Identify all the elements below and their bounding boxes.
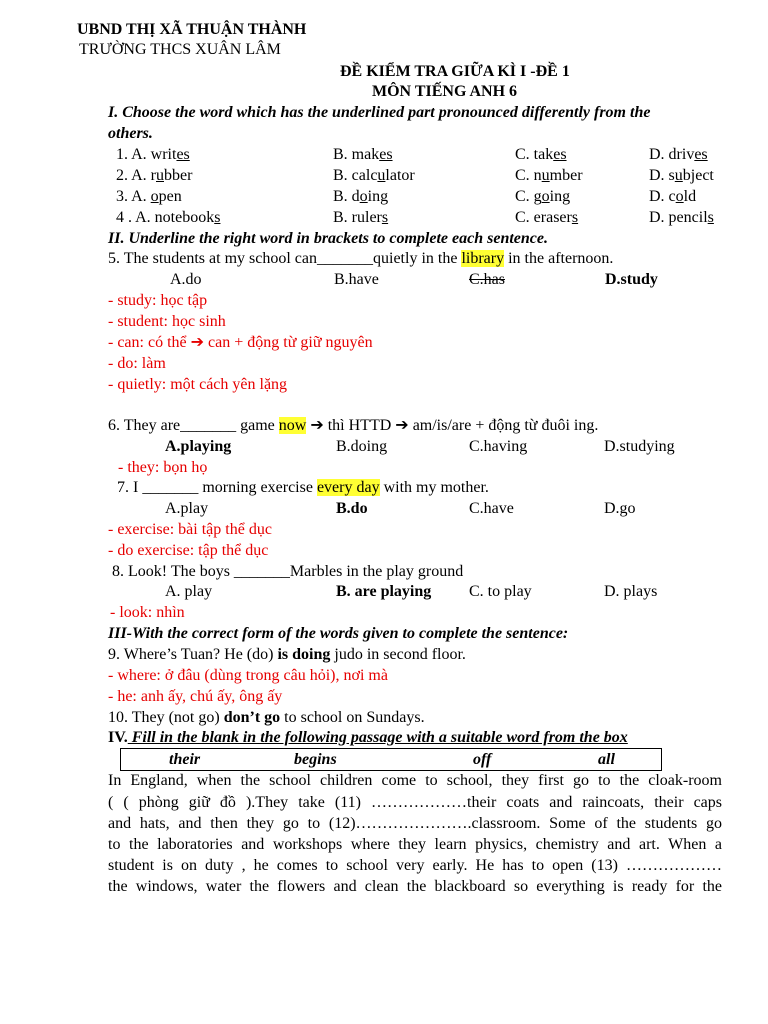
note-look: - look: nhìn [110,604,185,621]
q2-option-c: C. number [515,167,583,184]
note-he: - he: anh ấy, chú ấy, ông ấy [108,688,283,705]
passage-line: ( ( phòng giữ đồ ).They take (11) ………………their coats and raincoats, their caps [108,794,722,811]
subject-title: MÔN TIẾNG ANH 6 [372,83,518,100]
word-box [120,748,662,771]
q1-option-a: 1. A. writes [116,146,190,163]
q3-option-c: C. going [515,188,571,205]
q10-question: 10. They (not go) don’t go to school on Sundays. [108,709,425,726]
note-study: - study: học tập [108,292,208,309]
q6-option-b: B.doing [336,438,388,455]
q8-option-b-answer: B. are playing [336,583,432,600]
highlight-now: now [278,417,307,434]
q4-option-b: B. rulers [333,209,389,226]
q4-option-a: 4 . A. notebooks [116,209,221,226]
q3-option-a: 3. A. open [116,188,182,205]
passage-line: to the laboratories and workshops where they learn physics, chemistry and art. When a [108,836,722,853]
q1-option-b: B. makes [333,146,393,163]
q6-option-c: C.having [469,438,528,455]
school-authority: UBND THỊ XÃ THUẬN THÀNH [77,21,307,38]
passage-line: the windows, water the flowers and clean the blackboard so everything is ready for the [108,878,722,895]
note-they: - they: bọn họ [118,459,208,476]
section-1-heading: I. Choose the word which has the underlined part pronounced differently from the [108,104,651,121]
q5-option-c: C.has [469,271,505,288]
word-box-off: off [473,751,492,768]
q10-answer: don’t go [223,709,281,726]
q6-question: 6. They are_______ game now ➔ thì HTTD ➔ am/is/are + động từ đuôi ing. [108,417,599,434]
q5-option-d-answer: D.study [605,271,658,288]
q5-option-b: B.have [334,271,379,288]
note-can: - can: có thể ➔ can + động từ giữ nguyên [108,334,373,351]
q4-option-d: D. pencils [649,209,714,226]
highlight-every-day: every day [316,479,380,496]
word-box-all: all [598,751,615,768]
q9-question: 9. Where’s Tuan? He (do) is doing judo in second floor. [108,646,466,663]
q5-option-a: A.do [170,271,202,288]
q8-option-c: C. to play [469,583,532,600]
section-1-heading-cont: others. [108,125,153,142]
q7-option-b-answer: B.do [336,500,368,517]
word-box-begins: begins [294,751,337,768]
q9-answer: is doing [277,646,331,663]
note-do-exercise: - do exercise: tập thể dục [108,542,269,559]
exam-title: ĐỀ KIỂM TRA GIỮA KÌ I -ĐỀ 1 [340,63,570,80]
note-do: - do: làm [108,355,166,372]
q7-option-a: A.play [165,500,209,517]
section-3-heading: III-With the correct form of the words given to complete the sentence: [108,625,569,642]
section-4-heading: IV. Fill in the blank in the following passage with a suitable word from the box [108,729,628,746]
passage-line: In England, when the school children come to school, they first go to the cloak-room [108,772,722,789]
q6-option-d: D.studying [604,438,675,455]
q8-option-a: A. play [165,583,213,600]
q7-question: 7. I _______ morning exercise every day with my mother. [117,479,489,496]
q4-option-c: C. erasers [515,209,579,226]
q1-option-c: C. takes [515,146,567,163]
q2-option-d: D. subject [649,167,714,184]
q6-option-a-answer: A.playing [165,438,232,455]
q2-option-b: B. calculator [333,167,415,184]
q2-option-a: 2. A. rubber [116,167,193,184]
q8-question: 8. Look! The boys _______Marbles in the play ground [112,563,464,580]
passage-line: and hats, and then they go to (12)………………….classroom. Some of the students go [108,815,722,832]
section-2-heading: II. Underline the right word in brackets to complete each sentence. [108,230,548,247]
school-name: TRƯỜNG THCS XUÂN LÂM [79,41,281,58]
q8-option-d: D. plays [604,583,658,600]
highlight-library: library [461,250,505,267]
q3-option-b: B. doing [333,188,389,205]
q1-option-d: D. drives [649,146,708,163]
word-box-their: their [169,751,201,768]
q7-option-d: D.go [604,500,636,517]
note-quietly: - quietly: một cách yên lặng [108,376,288,393]
note-where: - where: ở đâu (dùng trong câu hỏi), nơi mà [108,667,388,684]
note-exercise: - exercise: bài tập thể dục [108,521,272,538]
passage-line: student is on duty , he comes to school very early. He has to open (13) ……………… [108,857,722,874]
note-student: - student: học sinh [108,313,226,330]
q7-option-c: C.have [469,500,514,517]
q3-option-d: D. cold [649,188,697,205]
q5-question: 5. The students at my school can_______quietly in the library in the afternoon. [108,250,614,267]
